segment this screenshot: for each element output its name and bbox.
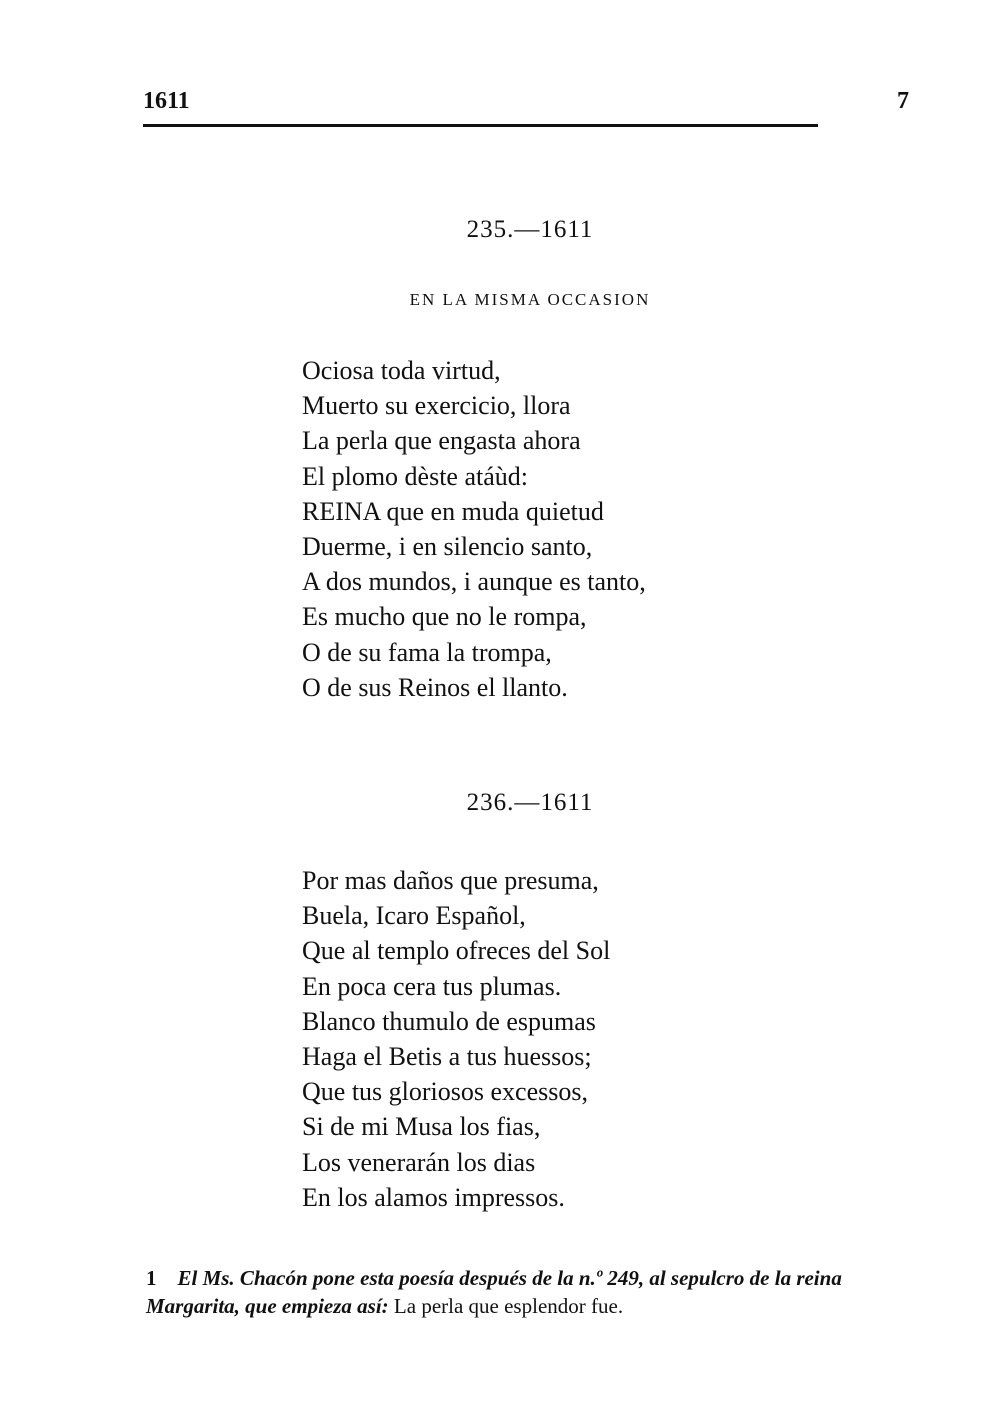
footnote-marker: 1	[146, 1266, 157, 1290]
poem-line: El plomo dèste atáùd:	[302, 461, 529, 491]
poem-line: REINA que en muda quietud	[302, 496, 604, 526]
poem-title: EN LA MISMA OCCASION	[409, 290, 651, 309]
poem-line: O de su fama la trompa,	[302, 637, 552, 667]
poem-line: Haga el Betis a tus huessos;	[302, 1042, 592, 1072]
poem-line: Duerme, i en silencio santo,	[302, 532, 593, 562]
poem-line: Si de mi Musa los fias,	[302, 1112, 541, 1142]
poem-line: La perla que engasta ahora	[302, 426, 581, 456]
poem-line: Buela, Icaro Español,	[302, 901, 526, 931]
poem-line: Los venerarán los dias	[302, 1147, 536, 1177]
poem-line: O de sus Reinos el llanto.	[302, 672, 568, 702]
page-number: 7	[897, 88, 909, 114]
poem-line: En poca cera tus plumas.	[302, 971, 562, 1001]
footnote-quote: La perla que esplendor fue.	[393, 1294, 624, 1318]
poem-line: Muerto su exercicio, llora	[302, 391, 571, 421]
poem-line: A dos mundos, i aunque es tanto,	[302, 567, 646, 597]
footnote-italic-text: El Ms. Chacón pone esta poesía después de la n.º 249, al sepulcro de la reina Margarita, que empieza así:	[146, 1266, 842, 1318]
footnote	[146, 1264, 926, 1320]
poem-number: 235.—1611	[466, 216, 594, 243]
poem-line: Es mucho que no le rompa,	[302, 602, 587, 632]
poem-line: Que tus gloriosos excessos,	[302, 1077, 588, 1107]
poem-line: Que al templo ofreces del Sol	[302, 936, 611, 966]
poem-line: Por mas daños que presuma,	[302, 866, 599, 895]
header-rule	[143, 124, 818, 127]
poem-line: En los alamos impressos.	[302, 1182, 565, 1212]
poem-line: Ociosa toda virtud,	[302, 356, 501, 385]
poem-line: Blanco thumulo de espumas	[302, 1006, 596, 1036]
poem-number: 236.—1611	[466, 789, 594, 816]
poem-body	[302, 353, 646, 705]
running-head-year: 1611	[143, 88, 190, 114]
poem-body	[302, 863, 610, 1215]
